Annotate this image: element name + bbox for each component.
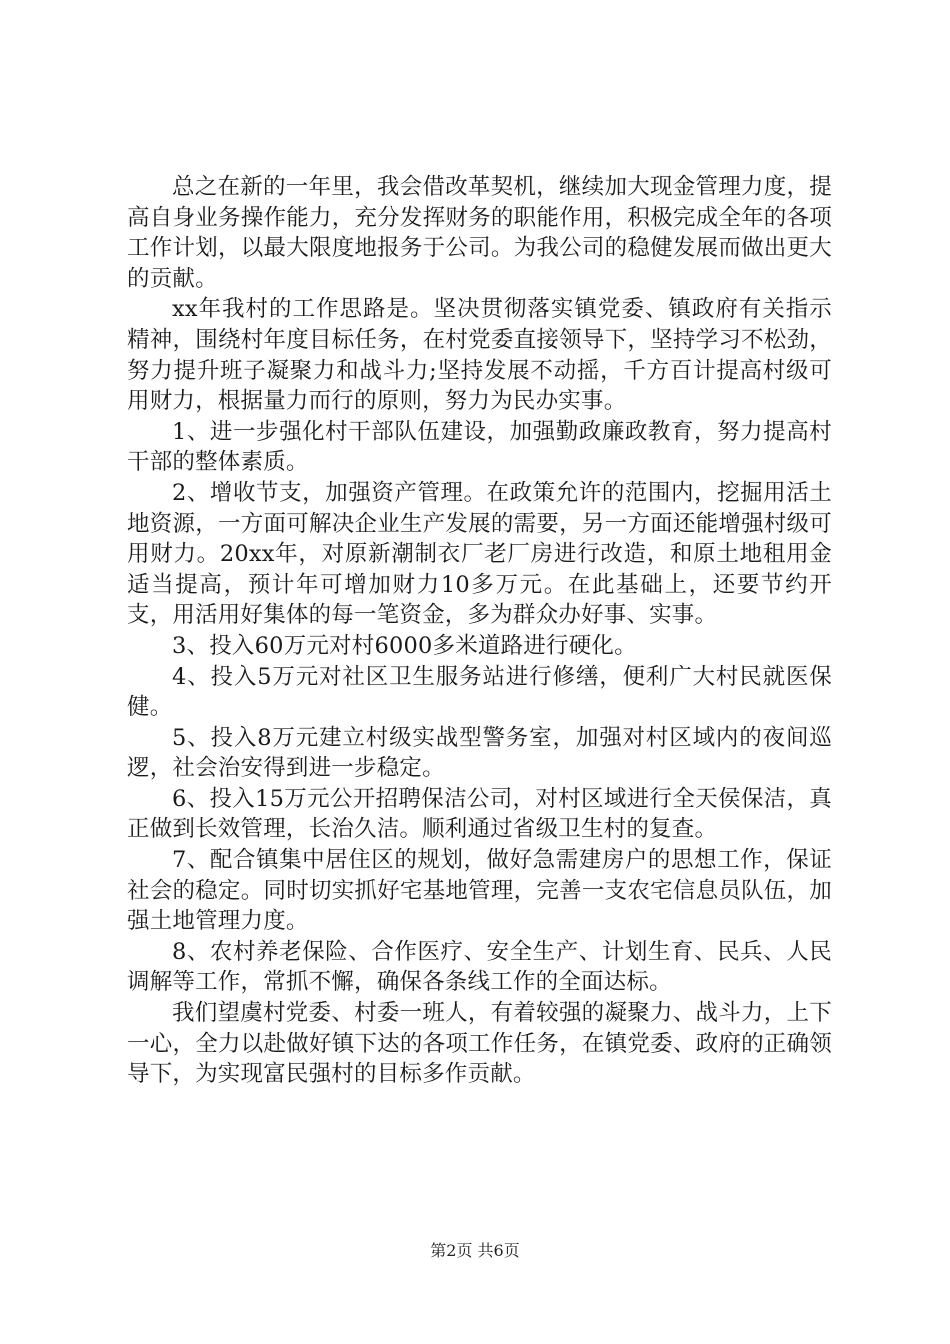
paragraph-item-6: 6、投入15万元公开招聘保洁公司，对村区域进行全天侯保洁，真正做到长效管理，长治久洁。顺利通过省级卫生村的复查。 bbox=[127, 785, 832, 843]
paragraph-item-5: 5、投入8万元建立村级实战型警务室，加强对村区域内的夜间巡逻，社会治安得到进一步稳定。 bbox=[127, 724, 832, 782]
paragraph-item-3: 3、投入60万元对村6000多米道路进行硬化。 bbox=[172, 632, 637, 659]
paragraph-item-8: 8、农村养老保险、合作医疗、安全生产、计划生育、民兵、人民调解等工作，常抓不懈，确保各条线工作的全面达标。 bbox=[127, 938, 832, 996]
page-number-footer: 第2页 共6页 bbox=[430, 1241, 520, 1260]
paragraph-item-7: 7、配合镇集中居住区的规划，做好急需建房户的思想工作，保证社会的稳定。同时切实抓好宅基地管理，完善一支农宅信息员队伍，加强土地管理力度。 bbox=[127, 847, 832, 935]
paragraph-item-4: 4、投入5万元对社区卫生服务站进行修缮，便利广大村民就医保健。 bbox=[127, 663, 832, 721]
paragraph-work-plan: xx年我村的工作思路是。坚决贯彻落实镇党委、镇政府有关指示精神，围绕村年度目标任务，在村党委直接领导下，坚持学习不松劲，努力提升班子凝聚力和战斗力;坚持发展不动摇，千方百计提高村级可用财力，根据量力而行的原则，努力为民办实事。 bbox=[127, 296, 832, 415]
document-body bbox=[127, 172, 832, 1090]
paragraph-summary: 总之在新的一年里，我会借改革契机，继续加大现金管理力度，提高自身业务操作能力，充分发挥财务的职能作用，积极完成全年的各项工作计划，以最大限度地报务于公司。为我公司的稳健发展而做出更大的贡献。 bbox=[127, 174, 832, 292]
paragraph-conclusion: 我们望虞村党委、村委一班人，有着较强的凝聚力、战斗力，上下一心，全力以赴做好镇下达的各项工作任务，在镇党委、政府的正确领导下，为实现富民强村的目标多作贡献。 bbox=[127, 1000, 832, 1088]
paragraph-item-1: 1、进一步强化村干部队伍建设，加强勤政廉政教育，努力提高村干部的整体素质。 bbox=[127, 418, 832, 476]
paragraph-item-2: 2、增收节支，加强资产管理。在政策允许的范围内，挖掘用活土地资源，一方面可解决企业生产发展的需要，另一方面还能增强村级可用财力。20xx年，对原新潮制衣厂老厂房进行改造，和原土地租用金适当提高，预计年可增加财力10多万元。在此基础上，还要节约开支，用活用好集体的每一笔资金，多为群众办好事、实事。 bbox=[127, 479, 832, 629]
